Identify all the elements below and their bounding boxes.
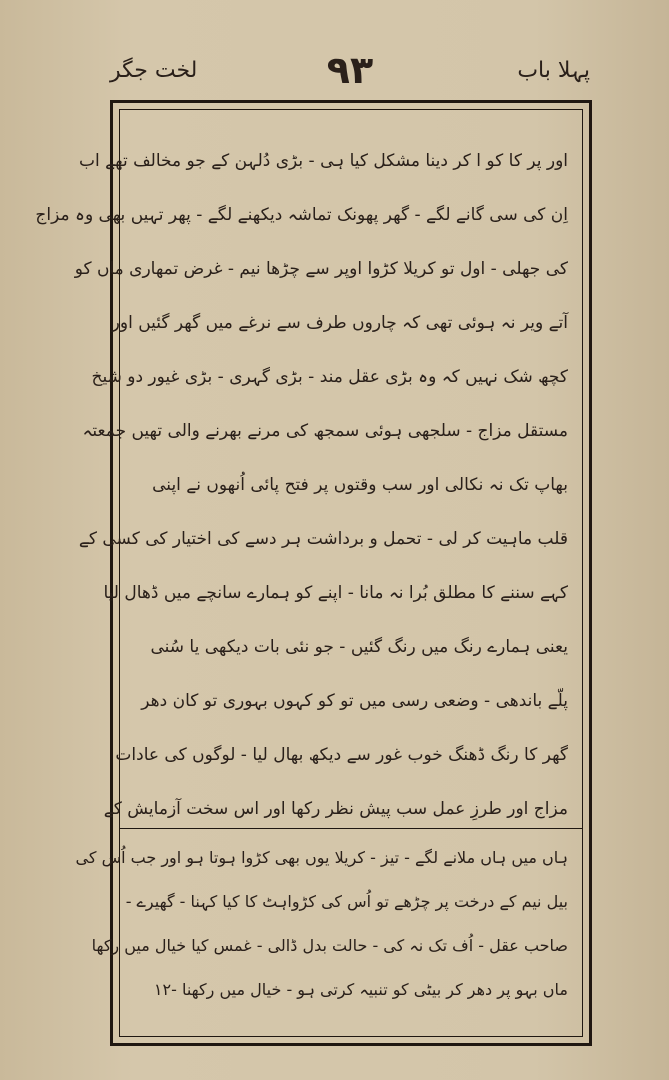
footnote-line: ماں بہو پر دھر کر بیٹی کو تنبیہ کرتی ہو - خیال میں رکھنا -۱۲ — [153, 980, 568, 999]
text-line: گھر کا رنگ ڈھنگ خوب غور سے دیکھ بھال لیا - لوگوں کی عادات — [115, 745, 568, 765]
footnote-line: بیل نیم کے درخت پر چڑھے تو اُس کی کڑواہٹ کا کیا کہنا - گھیرے - — [125, 892, 568, 911]
text-line: کچھ شک نہیں کہ وہ بڑی عقل مند - بڑی گہری - بڑی غیور دو شیخ — [91, 367, 568, 387]
text-line: مزاج اور طرزِ عمل سب پیش نظر رکھا اور اس سخت آزمایش کے — [103, 799, 568, 819]
footnote-divider — [120, 828, 582, 829]
footnote-line: ہاں میں ہاں ملانے لگے - تیز - کریلا یوں بھی کڑوا ہوتا ہو اور جب اُس کی — [75, 848, 568, 867]
page-header — [110, 48, 590, 98]
text-line: اِن کی سی گانے لگے - گھر پھونک تماشہ دیکھنے لگے - پھر تہیں بھی وہ مزاج — [35, 205, 568, 225]
inner-border — [35, 109, 583, 1037]
chapter-title: پہلا باب — [517, 58, 590, 83]
text-line: یعنی ہمارے رنگ میں رنگ گئیں - جو نئی بات دیکھی یا سُنی — [150, 637, 568, 657]
text-line: آتے ویر نہ ہوئی تھی کہ چاروں طرف سے نرغے میں گھر گئیں اور — [111, 313, 568, 333]
page-number: ۹۳ — [326, 48, 374, 92]
book-title: لخت جگر — [110, 58, 198, 83]
text-line: قلب ماہیت کر لی - تحمل و برداشت ہر دسے کی اختیار کی کسی کے — [78, 529, 568, 549]
footnotes — [75, 836, 568, 1012]
main-text — [35, 134, 568, 836]
footnote-line: صاحب عقل - اُف تک نہ کی - حالت بدل ڈالی - غمس کیا خیال میں رکھا — [91, 936, 568, 955]
text-line: پلّے باندھی - وضعی رسی میں تو کو کہوں بہوری تو کان دھر — [141, 691, 568, 711]
text-frame — [35, 100, 592, 1046]
text-line: کہے سننے کا مطلق بُرا نہ مانا - اپنے کو ہمارے سانچے میں ڈھال لیا — [103, 583, 568, 603]
text-line: اور پر کا کو ا کر دینا مشکل کیا ہی - بڑی دُلہن کے جو مخالف تھے اب — [79, 151, 568, 171]
text-line: کی جھلی - اول تو کریلا کڑوا اوپر سے چڑھا نیم - غرض تمھاری ماں کو — [74, 259, 568, 279]
text-line: مستقل مزاج - سلجھی ہوئی سمجھ کی مرنے بھرنے والی تھیں جمعتہ — [82, 421, 568, 441]
text-line: بھاپ تک نہ نکالی اور سب وقتوں پر فتح پائی اُنھوں نے اپنی — [152, 475, 568, 495]
